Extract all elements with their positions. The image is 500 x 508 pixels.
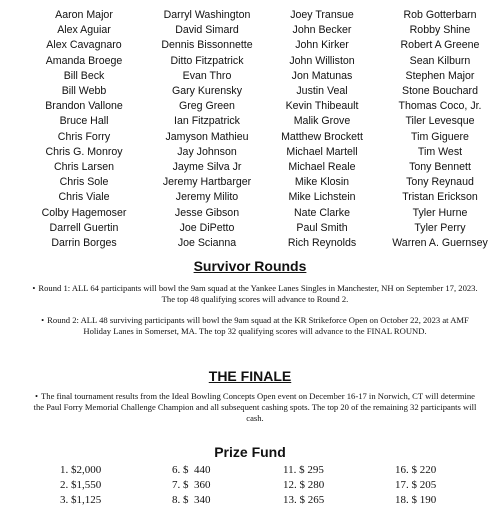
participant-name: Robert A Greene (400, 39, 480, 52)
participant-name: Mike Klosin (294, 176, 350, 189)
participant-name: Tristan Erickson (402, 191, 478, 204)
prize-entry: 8. $ 340 (172, 494, 211, 506)
participant-name: Greg Green (179, 100, 235, 113)
participant-name: Jesse Gibson (174, 206, 240, 219)
participant-name: Jeremy Hartbarger (162, 176, 252, 189)
prize-entry: 12. $ 280 (283, 479, 325, 491)
participant-name: Darrin Borges (51, 237, 117, 250)
participant-name: Tiler Levesque (405, 115, 475, 128)
names-column-2 (147, 8, 267, 251)
participant-name: Rich Reynolds (287, 237, 357, 250)
participant-name: Michael Martell (286, 145, 358, 158)
participant-name: Darrell Guertin (49, 221, 119, 234)
participant-name: Colby Hagemoser (41, 206, 127, 219)
finale-title: THE FINALE (208, 368, 292, 384)
finale-text: • The final tournament results from the Ideal Bowling Concepts Open event on December 16-17 in Norwich, CT will determine the Paul Forry Memorial Challenge Champion and all subsequent cashing spots. The top 20 of the remaining 32 participants will cash. (33, 391, 477, 423)
participant-name: David Simard (175, 24, 239, 37)
participant-name: Amanda Broege (45, 54, 123, 67)
participant-name: Jeremy Milito (175, 191, 239, 204)
participant-name: Matthew Brockett (281, 130, 363, 143)
prize-entry: 7. $ 360 (172, 479, 211, 491)
prize-entry: 11. $ 295 (283, 464, 324, 476)
prize-column-1 (60, 463, 101, 508)
participant-name: Alex Aguiar (57, 24, 111, 37)
participant-name: Malik Grove (293, 115, 351, 128)
participant-name: Jamyson Mathieu (165, 130, 249, 143)
participant-name: Dennis Bissonnette (161, 39, 253, 52)
participant-name: Chris Sole (59, 176, 109, 189)
participant-name: Thomas Coco, Jr. (398, 100, 482, 113)
prize-entry: 17. $ 205 (395, 479, 437, 491)
bullet-icon: • (32, 283, 36, 293)
participant-name: Tyler Hurne (412, 206, 468, 219)
participant-name: Joe DiPetto (179, 221, 235, 234)
participant-name: John Becker (292, 24, 352, 37)
prize-column-3 (283, 463, 324, 508)
participant-name: Mike Lichstein (288, 191, 356, 204)
bullet-icon: • (41, 315, 45, 325)
participant-name: Stephen Major (405, 69, 475, 82)
participant-name: Tim Giguere (411, 130, 469, 143)
participant-name: Kevin Thibeault (285, 100, 359, 113)
prize-column-2 (172, 463, 211, 508)
prize-entry: 3. $1,125 (60, 494, 102, 506)
participant-name: Jay Johnson (177, 145, 237, 158)
participant-name: Jon Matunas (291, 69, 353, 82)
participant-name: Jayme Silva Jr (172, 161, 242, 174)
participant-name: John Williston (289, 54, 355, 67)
participant-name: Tim West (417, 145, 463, 158)
participant-name: Rob Gotterbarn (403, 9, 477, 21)
participant-name: Chris Larsen (53, 161, 115, 174)
prize-entry: 2. $1,550 (60, 479, 102, 491)
participant-name: Bruce Hall (59, 115, 109, 128)
participant-name: Bill Webb (61, 85, 107, 98)
participant-name: Joe Scianna (177, 237, 237, 250)
participant-name: Ditto Fitzpatrick (170, 54, 244, 67)
participant-name: Chris G. Monroy (45, 145, 123, 158)
bullet-icon: • (35, 391, 39, 401)
participant-name: Darryl Washington (163, 9, 251, 21)
round-1-text: • Round 1: ALL 64 participants will bowl the 9am squad at the Yankee Lanes Singles in Manchester, NH on September 17, 2023. The top 48 qualifying scores will advance to Round 2. (32, 283, 478, 304)
participant-name: Warren A. Guernsey (392, 237, 488, 250)
prize-fund-title: Prize Fund (214, 444, 286, 460)
participant-name: Brandon Vallone (45, 100, 123, 113)
participant-name: Robby Shine (409, 24, 471, 37)
participant-name: Stone Bouchard (402, 85, 478, 98)
participant-name: Sean Kilburn (409, 54, 471, 67)
participant-name: Justin Veal (296, 85, 348, 98)
participant-name: John Kirker (295, 39, 349, 52)
participant-name: Evan Thro (182, 69, 232, 82)
participant-name: Tony Reynaud (406, 176, 474, 189)
participant-name: Joey Transue (290, 9, 354, 21)
prize-column-4 (395, 463, 436, 508)
names-column-1 (24, 8, 144, 251)
participant-name: Bill Beck (63, 69, 105, 82)
participant-name: Aaron Major (55, 9, 113, 21)
names-column-4 (375, 8, 500, 251)
prize-entry: 18. $ 190 (395, 494, 437, 506)
participant-name: Tony Bennett (409, 161, 471, 174)
prize-entry: 6. $ 440 (172, 464, 211, 476)
participant-name: Tyler Perry (414, 221, 466, 234)
participant-name: Chris Forry (57, 130, 111, 143)
participant-name: Paul Smith (296, 221, 348, 234)
names-column-3 (262, 8, 382, 251)
participant-names (0, 8, 500, 252)
prize-entry: 16. $ 220 (395, 464, 437, 476)
survivor-rounds-title: Survivor Rounds (193, 258, 307, 274)
participant-name: Nate Clarke (294, 206, 350, 219)
participant-name: Chris Viale (58, 191, 110, 204)
participant-name: Alex Cavagnaro (46, 39, 122, 52)
round-2-text: • Round 2: ALL 48 surviving participants will bowl the 9am squad at the KR Strikeforce Open on October 22, 2023 at AMF Holiday Lanes in Somerset, MA. The top 32 qualifying scores will advance to the FINAL ROUND. (41, 315, 469, 336)
participant-name: Ian Fitzpatrick (174, 115, 240, 128)
prize-entry: 13. $ 265 (283, 494, 325, 506)
prize-entry: 1. $2,000 (60, 464, 102, 476)
participant-name: Gary Kurensky (171, 85, 243, 98)
participant-name: Michael Reale (288, 161, 356, 174)
